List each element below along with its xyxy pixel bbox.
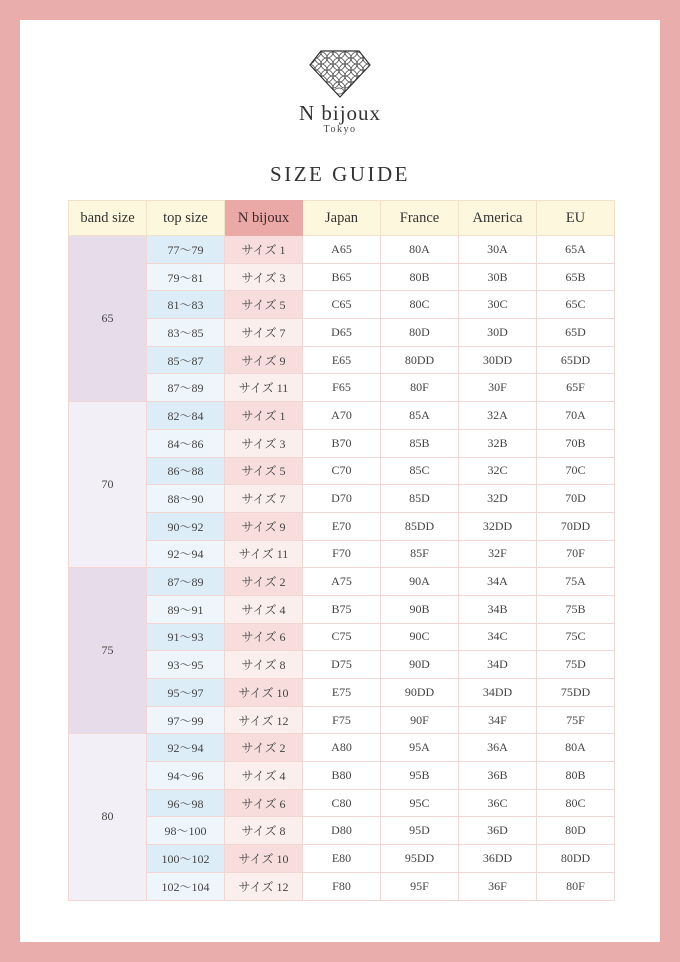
japan-size-cell: F75 [303, 706, 381, 734]
brand-name: N bijoux [298, 101, 382, 125]
eu-size-cell: 65D [537, 319, 615, 347]
top-size-cell: 86～88 [147, 457, 225, 485]
table-row [69, 512, 615, 540]
eu-size-cell: 75D [537, 651, 615, 679]
america-size-cell: 34F [459, 706, 537, 734]
america-size-cell: 36B [459, 762, 537, 790]
top-size-cell: 89～91 [147, 595, 225, 623]
japan-size-cell: C65 [303, 291, 381, 319]
eu-size-cell: 75C [537, 623, 615, 651]
table-row [69, 845, 615, 873]
top-size-cell: 81～83 [147, 291, 225, 319]
n-bijoux-size-cell: サイズ 10 [225, 845, 303, 873]
japan-size-cell: D65 [303, 319, 381, 347]
table-row [69, 872, 615, 900]
france-size-cell: 95D [381, 817, 459, 845]
top-size-cell: 77～79 [147, 236, 225, 264]
america-size-cell: 34DD [459, 679, 537, 707]
france-size-cell: 85DD [381, 512, 459, 540]
top-size-cell: 98～100 [147, 817, 225, 845]
france-size-cell: 85A [381, 402, 459, 430]
n-bijoux-size-cell: サイズ 3 [225, 263, 303, 291]
n-bijoux-size-cell: サイズ 10 [225, 679, 303, 707]
table-row [69, 651, 615, 679]
america-size-cell: 30A [459, 236, 537, 264]
top-size-cell: 91～93 [147, 623, 225, 651]
france-size-cell: 90A [381, 568, 459, 596]
japan-size-cell: E80 [303, 845, 381, 873]
table-row [69, 595, 615, 623]
table-header-row [69, 201, 615, 236]
france-size-cell: 95F [381, 872, 459, 900]
eu-size-cell: 70DD [537, 512, 615, 540]
brand-subtitle: Tokyo [323, 124, 357, 135]
japan-size-cell: B75 [303, 595, 381, 623]
japan-size-cell: A65 [303, 236, 381, 264]
n-bijoux-size-cell: サイズ 2 [225, 568, 303, 596]
n-bijoux-size-cell: サイズ 8 [225, 651, 303, 679]
n-bijoux-size-cell: サイズ 11 [225, 374, 303, 402]
america-size-cell: 32C [459, 457, 537, 485]
table-row [69, 429, 615, 457]
france-size-cell: 80A [381, 236, 459, 264]
table-row [69, 817, 615, 845]
n-bijoux-size-cell: サイズ 6 [225, 789, 303, 817]
n-bijoux-size-cell: サイズ 2 [225, 734, 303, 762]
japan-size-cell: E75 [303, 679, 381, 707]
france-size-cell: 80DD [381, 346, 459, 374]
table-row [69, 623, 615, 651]
n-bijoux-size-cell: サイズ 3 [225, 429, 303, 457]
japan-size-cell: E65 [303, 346, 381, 374]
top-size-cell: 87～89 [147, 374, 225, 402]
france-size-cell: 80F [381, 374, 459, 402]
america-size-cell: 30C [459, 291, 537, 319]
america-size-cell: 36A [459, 734, 537, 762]
america-size-cell: 30DD [459, 346, 537, 374]
top-size-cell: 96～98 [147, 789, 225, 817]
n-bijoux-size-cell: サイズ 8 [225, 817, 303, 845]
eu-size-cell: 75F [537, 706, 615, 734]
japan-size-cell: E70 [303, 512, 381, 540]
america-size-cell: 34D [459, 651, 537, 679]
n-bijoux-size-cell: サイズ 9 [225, 346, 303, 374]
column-header-japan: Japan [303, 201, 381, 236]
n-bijoux-size-cell: サイズ 7 [225, 319, 303, 347]
eu-size-cell: 70A [537, 402, 615, 430]
top-size-cell: 92～94 [147, 540, 225, 568]
eu-size-cell: 65A [537, 236, 615, 264]
eu-size-cell: 80F [537, 872, 615, 900]
america-size-cell: 30B [459, 263, 537, 291]
japan-size-cell: D70 [303, 485, 381, 513]
top-size-cell: 84～86 [147, 429, 225, 457]
america-size-cell: 32A [459, 402, 537, 430]
america-size-cell: 36DD [459, 845, 537, 873]
n-bijoux-size-cell: サイズ 4 [225, 595, 303, 623]
top-size-cell: 95～97 [147, 679, 225, 707]
france-size-cell: 90F [381, 706, 459, 734]
eu-size-cell: 70C [537, 457, 615, 485]
top-size-cell: 88～90 [147, 485, 225, 513]
top-size-cell: 82～84 [147, 402, 225, 430]
eu-size-cell: 80B [537, 762, 615, 790]
france-size-cell: 95B [381, 762, 459, 790]
table-row [69, 485, 615, 513]
n-bijoux-size-cell: サイズ 6 [225, 623, 303, 651]
japan-size-cell: A70 [303, 402, 381, 430]
america-size-cell: 32D [459, 485, 537, 513]
france-size-cell: 90D [381, 651, 459, 679]
table-row [69, 457, 615, 485]
band-size-cell: 70 [69, 402, 147, 568]
table-row [69, 789, 615, 817]
top-size-cell: 90～92 [147, 512, 225, 540]
japan-size-cell: F70 [303, 540, 381, 568]
table-row [69, 402, 615, 430]
table-row [69, 762, 615, 790]
japan-size-cell: A80 [303, 734, 381, 762]
japan-size-cell: C80 [303, 789, 381, 817]
n-bijoux-size-cell: サイズ 12 [225, 872, 303, 900]
eu-size-cell: 70B [537, 429, 615, 457]
japan-size-cell: B80 [303, 762, 381, 790]
table-body [69, 236, 615, 901]
n-bijoux-size-cell: サイズ 7 [225, 485, 303, 513]
america-size-cell: 32DD [459, 512, 537, 540]
france-size-cell: 80C [381, 291, 459, 319]
eu-size-cell: 65C [537, 291, 615, 319]
diamond-icon [309, 50, 371, 98]
table-row [69, 263, 615, 291]
america-size-cell: 30D [459, 319, 537, 347]
top-size-cell: 85～87 [147, 346, 225, 374]
france-size-cell: 80B [381, 263, 459, 291]
eu-size-cell: 75DD [537, 679, 615, 707]
eu-size-cell: 65F [537, 374, 615, 402]
table-row [69, 706, 615, 734]
n-bijoux-size-cell: サイズ 5 [225, 291, 303, 319]
band-size-cell: 65 [69, 236, 147, 402]
column-header-band-size: band size [69, 201, 147, 236]
france-size-cell: 85F [381, 540, 459, 568]
top-size-cell: 87～89 [147, 568, 225, 596]
table-row [69, 319, 615, 347]
japan-size-cell: D80 [303, 817, 381, 845]
eu-size-cell: 80C [537, 789, 615, 817]
america-size-cell: 36F [459, 872, 537, 900]
n-bijoux-size-cell: サイズ 4 [225, 762, 303, 790]
france-size-cell: 95A [381, 734, 459, 762]
eu-size-cell: 75A [537, 568, 615, 596]
eu-size-cell: 80DD [537, 845, 615, 873]
france-size-cell: 95DD [381, 845, 459, 873]
japan-size-cell: B65 [303, 263, 381, 291]
page-title: SIZE GUIDE [270, 162, 410, 186]
japan-size-cell: A75 [303, 568, 381, 596]
page-panel [20, 20, 660, 942]
america-size-cell: 36D [459, 817, 537, 845]
column-header-top-size: top size [147, 201, 225, 236]
top-size-cell: 102～104 [147, 872, 225, 900]
table-row [69, 374, 615, 402]
japan-size-cell: F80 [303, 872, 381, 900]
n-bijoux-size-cell: サイズ 9 [225, 512, 303, 540]
logo [20, 50, 660, 136]
france-size-cell: 95C [381, 789, 459, 817]
eu-size-cell: 80A [537, 734, 615, 762]
japan-size-cell: B70 [303, 429, 381, 457]
top-size-cell: 100～102 [147, 845, 225, 873]
n-bijoux-size-cell: サイズ 12 [225, 706, 303, 734]
japan-size-cell: F65 [303, 374, 381, 402]
top-size-cell: 79～81 [147, 263, 225, 291]
n-bijoux-size-cell: サイズ 5 [225, 457, 303, 485]
n-bijoux-size-cell: サイズ 11 [225, 540, 303, 568]
table-row [69, 679, 615, 707]
column-header-eu: EU [537, 201, 615, 236]
column-header-america: America [459, 201, 537, 236]
france-size-cell: 90DD [381, 679, 459, 707]
top-size-cell: 93～95 [147, 651, 225, 679]
table-row [69, 568, 615, 596]
band-size-cell: 80 [69, 734, 147, 900]
size-guide-table [68, 200, 615, 901]
america-size-cell: 34A [459, 568, 537, 596]
column-header-france: France [381, 201, 459, 236]
france-size-cell: 90B [381, 595, 459, 623]
america-size-cell: 32F [459, 540, 537, 568]
top-size-cell: 94～96 [147, 762, 225, 790]
france-size-cell: 85D [381, 485, 459, 513]
n-bijoux-size-cell: サイズ 1 [225, 236, 303, 264]
america-size-cell: 34C [459, 623, 537, 651]
eu-size-cell: 65DD [537, 346, 615, 374]
japan-size-cell: C70 [303, 457, 381, 485]
japan-size-cell: C75 [303, 623, 381, 651]
n-bijoux-size-cell: サイズ 1 [225, 402, 303, 430]
france-size-cell: 90C [381, 623, 459, 651]
column-header-n-bijoux: N bijoux [225, 201, 303, 236]
top-size-cell: 83～85 [147, 319, 225, 347]
eu-size-cell: 75B [537, 595, 615, 623]
band-size-cell: 75 [69, 568, 147, 734]
france-size-cell: 80D [381, 319, 459, 347]
france-size-cell: 85B [381, 429, 459, 457]
america-size-cell: 30F [459, 374, 537, 402]
table-row [69, 540, 615, 568]
eu-size-cell: 80D [537, 817, 615, 845]
eu-size-cell: 70D [537, 485, 615, 513]
table-row [69, 346, 615, 374]
america-size-cell: 32B [459, 429, 537, 457]
america-size-cell: 36C [459, 789, 537, 817]
table-row [69, 734, 615, 762]
eu-size-cell: 70F [537, 540, 615, 568]
table-row [69, 236, 615, 264]
table-row [69, 291, 615, 319]
eu-size-cell: 65B [537, 263, 615, 291]
top-size-cell: 97～99 [147, 706, 225, 734]
france-size-cell: 85C [381, 457, 459, 485]
america-size-cell: 34B [459, 595, 537, 623]
japan-size-cell: D75 [303, 651, 381, 679]
top-size-cell: 92～94 [147, 734, 225, 762]
